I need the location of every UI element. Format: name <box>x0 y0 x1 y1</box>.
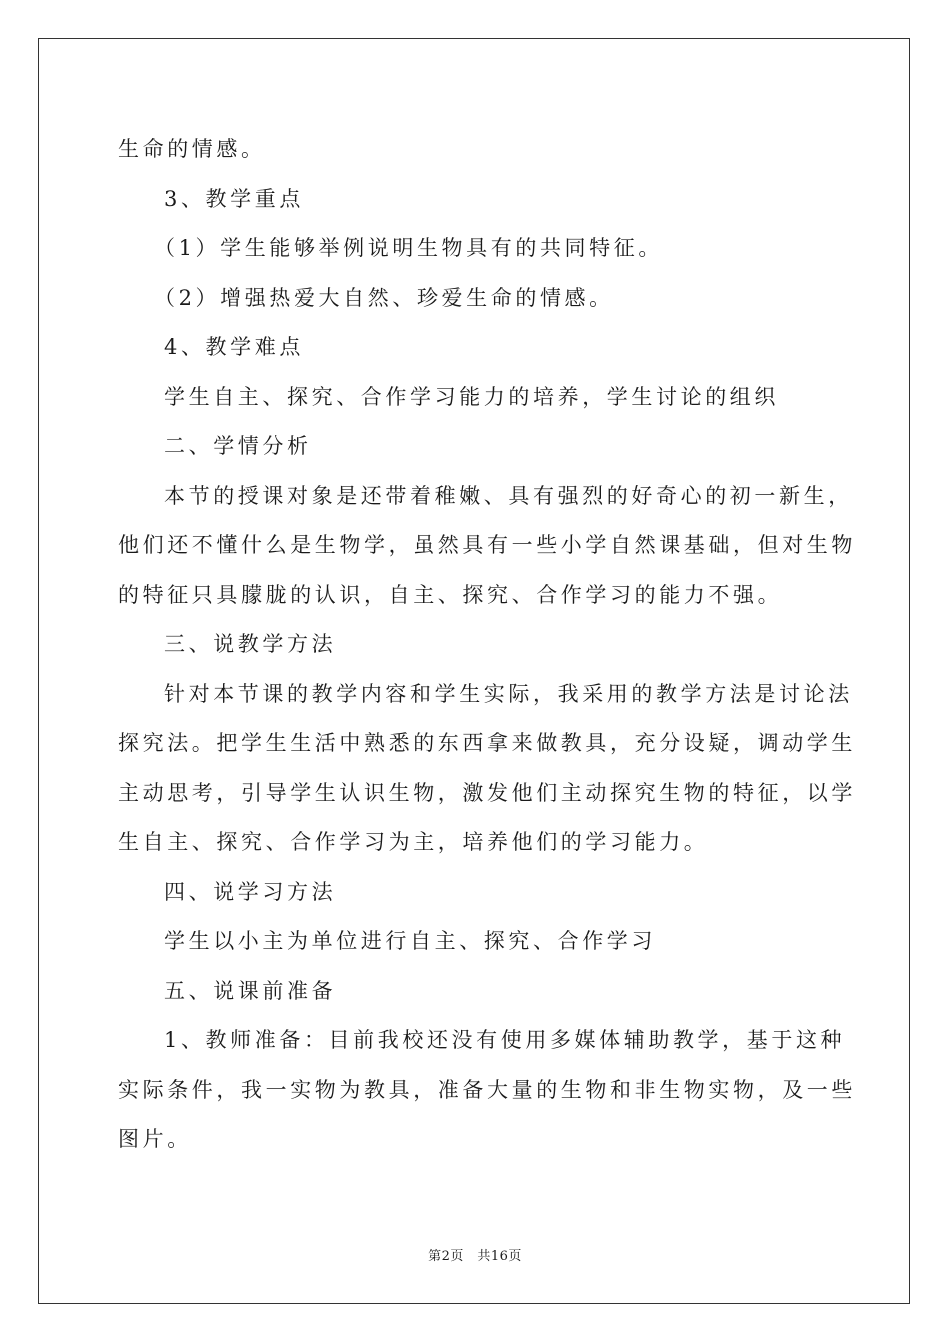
section-heading: 二、学情分析 <box>164 434 312 458</box>
text-line: 学生以小主为单位进行自主、探究、合作学习 <box>164 929 656 953</box>
text-line: 的特征只具朦胧的认识，自主、探究、合作学习的能力不强。 <box>118 582 783 607</box>
page-number-footer: 第2页 共16页 <box>428 1249 522 1264</box>
text-line: 1、教师准备：目前我校还没有使用多媒体辅助教学，基于这种 <box>164 1028 846 1052</box>
text-line: 主动思考，引导学生认识生物，激发他们主动探究生物的特征，以学 <box>118 780 856 805</box>
text-line: 针对本节课的教学内容和学生实际，我采用的教学方法是讨论法 <box>164 681 853 706</box>
section-heading: 四、说学习方法 <box>164 879 337 904</box>
list-item: （1）学生能够举例说明生物具有的共同特征。 <box>154 236 663 260</box>
document-body <box>118 125 856 1165</box>
text-line: 探究法。把学生生活中熟悉的东西拿来做教具，充分设疑，调动学生 <box>118 731 856 755</box>
section-heading: 三、说教学方法 <box>164 632 337 656</box>
text-line: 学生自主、探究、合作学习能力的培养，学生讨论的组织 <box>164 384 779 409</box>
list-item: （2）增强热爱大自然、珍爱生命的情感。 <box>154 285 614 310</box>
section-heading: 3、教学重点 <box>164 186 304 211</box>
text-line: 生命的情感。 <box>118 137 266 161</box>
text-line: 实际条件，我一实物为教具，准备大量的生物和非生物实物，及一些 <box>118 1077 856 1102</box>
text-line: 本节的授课对象是还带着稚嫩、具有强烈的好奇心的初一新生， <box>164 483 853 508</box>
text-line: 图片。 <box>118 1127 192 1151</box>
section-heading: 五、说课前准备 <box>164 978 337 1003</box>
section-heading: 4、教学难点 <box>164 335 304 359</box>
text-line: 他们还不懂什么是生物学，虽然具有一些小学自然课基础，但对生物 <box>118 533 856 557</box>
text-line: 生自主、探究、合作学习为主，培养他们的学习能力。 <box>118 830 709 854</box>
